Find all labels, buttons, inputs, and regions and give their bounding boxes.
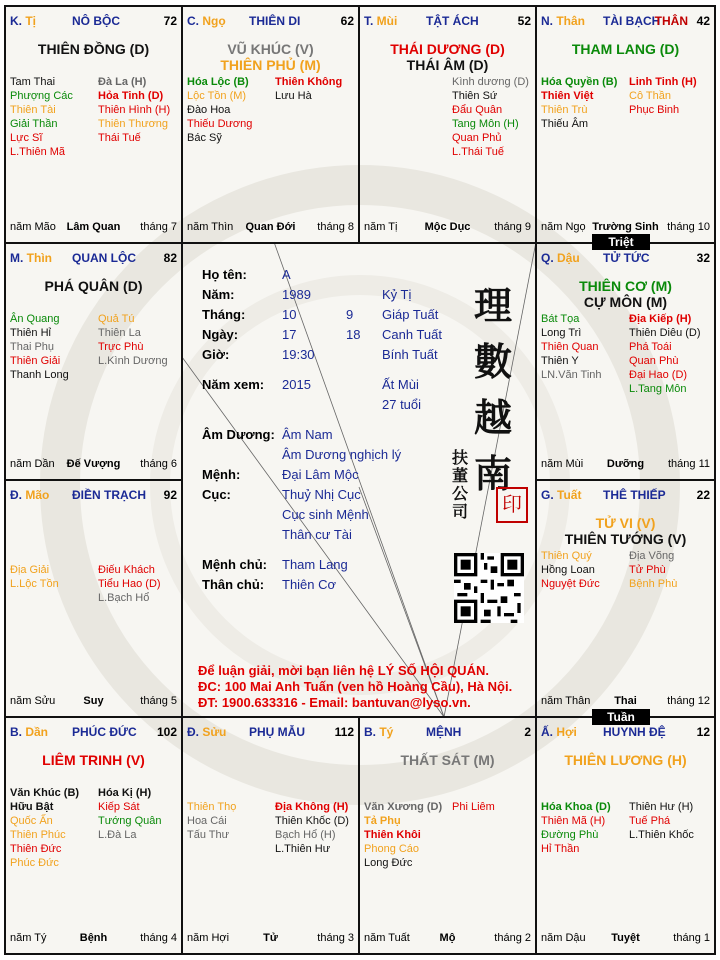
minor-star: Thiên Diêu (D) (629, 327, 701, 339)
minor-star: Địa Không (H) (275, 801, 349, 813)
palace-name: TẬT ÁCH (426, 14, 479, 28)
minor-star: L.Đà La (98, 829, 137, 841)
month-label: tháng 8 (317, 221, 354, 233)
minor-star (275, 786, 349, 800)
right-star-list (98, 549, 161, 605)
palace-header (10, 725, 177, 741)
major-star: THẤT SÁT (M) (400, 752, 495, 768)
left-star-list (10, 549, 59, 591)
left-star-list (541, 75, 617, 131)
palace-name: QUAN LỘC (72, 251, 136, 265)
minor-star: Tiểu Hao (D) (98, 578, 161, 590)
minor-star: Thiên Thương (98, 118, 169, 130)
name-value: A (282, 267, 291, 282)
year-label: năm Dậu (541, 932, 586, 944)
minor-star: Thiên Khốc (D) (275, 815, 349, 827)
major-star: THIÊN ĐỒNG (D) (37, 41, 150, 57)
branch-label: G. Tuất (541, 488, 582, 502)
right-star-list (629, 549, 677, 591)
menh-label: Mệnh: (202, 467, 241, 482)
minor-star: L.Thiên Mã (10, 146, 66, 158)
palace-footer (10, 457, 177, 471)
calligraphy-side-1: 扶 (452, 448, 469, 467)
left-star-list (364, 786, 442, 870)
cuc-label: Cục: (202, 487, 231, 502)
minor-star: Kiếp Sát (98, 801, 140, 813)
red-seal: 印 (496, 487, 528, 523)
minor-star: Thái Tuế (98, 132, 141, 144)
branch-label: K. Tị (10, 14, 37, 28)
hour-value: 19:30 (282, 347, 315, 362)
palace-number: 22 (696, 488, 710, 502)
minor-star: L.Thái Tuế (452, 146, 504, 158)
name-label: Họ tên: (202, 267, 247, 282)
stage-label: Tử (263, 932, 278, 944)
minor-star: Thiên Mã (H) (541, 815, 606, 827)
minor-star: Thiếu Âm (541, 118, 589, 130)
calligraphy-char-3: 越 (474, 395, 513, 440)
minor-star: Địa Giải (10, 564, 50, 576)
palace-footer (10, 220, 177, 234)
minor-star: Thiên Trù (541, 104, 588, 116)
minor-star: Hữu Bật (10, 801, 54, 813)
than-label: THÂN (654, 14, 688, 28)
minor-star: Quan Phù (629, 355, 679, 367)
minor-star: L.Thiên Hư (275, 843, 331, 855)
palace-footer (541, 457, 710, 471)
minor-star: Tang Môn (H) (452, 118, 519, 130)
stage-label: Quan Đới (245, 221, 296, 233)
minor-star: Lưu Hà (275, 90, 312, 102)
stage-label: Mộc Dục (424, 221, 471, 233)
left-star-list (541, 312, 602, 382)
thanchu-label: Thân chủ: (202, 577, 265, 592)
minor-star: L.Lộc Tồn (10, 578, 59, 590)
minor-star: Tả Phụ (364, 815, 401, 827)
month-label: tháng 9 (494, 221, 531, 233)
menhchu-value: Tham Lang (282, 557, 348, 572)
palace-cell-ty[interactable] (358, 716, 537, 955)
month-label: tháng 2 (494, 932, 531, 944)
minor-star: Phục Binh (629, 104, 680, 116)
calligraphy-side-2: 董 (452, 466, 469, 485)
major-star: PHÁ QUÂN (D) (44, 278, 143, 294)
palace-header (541, 725, 710, 741)
minor-star: Hỉ Thần (541, 843, 580, 855)
minor-star: Thiên Quý (541, 550, 592, 562)
year-label: năm Tị (364, 221, 398, 233)
minor-star: Ân Quang (10, 313, 60, 325)
left-star-list (10, 312, 69, 382)
cuc-value-2: Cục sinh Mệnh (282, 507, 369, 522)
palace-header (541, 488, 710, 504)
stage-label: Mộ (439, 932, 456, 944)
minor-star: Bệnh Phù (629, 578, 678, 590)
minor-star: Phá Toái (629, 341, 672, 353)
minor-star: Tuế Phá (629, 815, 671, 827)
palace-footer (541, 931, 710, 945)
palace-number: 2 (524, 725, 531, 739)
month-label: tháng 11 (667, 458, 710, 470)
minor-star: Thiếu Dương (187, 118, 253, 130)
tuan-tag: Tuần (592, 709, 650, 725)
minor-star: Văn Khúc (B) (10, 787, 80, 799)
cuc-value-1: Thuỷ Nhị Cục (282, 487, 361, 502)
right-star-list (629, 312, 701, 396)
palace-name: PHÚC ĐỨC (72, 725, 137, 739)
palace-header (187, 725, 354, 741)
minor-star: Trực Phù (98, 341, 144, 353)
day-canchi: Canh Tuất (382, 327, 442, 342)
palace-number: 92 (163, 488, 177, 502)
triet-tag: Triệt (592, 234, 650, 250)
month-label: tháng 6 (140, 458, 177, 470)
year-canchi: Kỷ Tị (382, 287, 412, 302)
year-label: năm Tuất (364, 932, 410, 944)
minor-star: Thiên Việt (541, 90, 594, 102)
minor-star: Hóa Lộc (B) (187, 76, 249, 88)
minor-star: L.Bạch Hổ (98, 592, 150, 604)
minor-star: Thiên Đức (10, 843, 62, 855)
palace-footer (364, 220, 531, 234)
minor-star: Thiên Thọ (187, 801, 237, 813)
palace-name: ĐIỀN TRẠCH (72, 488, 146, 502)
minor-star: Kình dương (D) (452, 76, 529, 88)
month-label: tháng 7 (140, 221, 177, 233)
minor-star (98, 549, 161, 563)
qr-code-icon[interactable] (454, 553, 524, 623)
minor-star: Thiên Y (541, 355, 579, 367)
right-star-list (98, 312, 168, 368)
menh-value: Đại Lâm Mộc (282, 467, 359, 482)
minor-star: L.Thiên Khốc (629, 829, 694, 841)
year-label: năm Dần (10, 458, 55, 470)
minor-star: Hóa Kị (H) (98, 787, 152, 799)
menhchu-label: Mệnh chủ: (202, 557, 267, 572)
day-lunar: 18 (346, 327, 361, 342)
palace-number: 112 (334, 725, 354, 739)
minor-star: Bác Sỹ (187, 132, 222, 144)
palace-name: MỆNH (426, 725, 462, 739)
calligraphy-side-3: 公 (452, 484, 469, 503)
right-star-list (275, 75, 342, 103)
minor-star: Phúc Đức (10, 857, 59, 869)
contact-line-1: Để luận giải, mời bạn liên hệ LÝ SỐ HỘI QUÁN. (198, 663, 489, 678)
view-year-canchi: Ất Mùi (382, 377, 419, 392)
view-year-value: 2015 (282, 377, 311, 392)
year-label: năm Thân (541, 695, 591, 707)
minor-star: Đường Phù (541, 829, 599, 841)
minor-star: Quả Tú (98, 313, 135, 325)
calligraphy-char-2: 數 (474, 339, 513, 384)
palace-header (187, 14, 354, 30)
calligraphy-char-1: 理 (474, 283, 513, 328)
right-star-list (98, 75, 170, 145)
minor-star: Đà La (H) (98, 76, 147, 88)
right-star-list (452, 75, 529, 159)
palace-footer (541, 694, 710, 708)
month-label: Tháng: (202, 307, 246, 322)
minor-star: L.Kình Dương (98, 355, 168, 367)
minor-star: Bạch Hổ (H) (275, 829, 336, 841)
minor-star: Bát Tọa (541, 313, 580, 325)
palace-cell-dan[interactable] (4, 716, 183, 955)
palace-header (541, 14, 710, 30)
palace-name: NÔ BỘC (72, 14, 120, 28)
minor-star: Lộc Tồn (M) (187, 90, 247, 102)
contact-line-2: ĐC: 100 Mai Anh Tuấn (ven hồ Hoàng Cầu), Hà Nội. (198, 679, 513, 694)
minor-star (541, 786, 611, 800)
minor-star: Thiên Hình (H) (98, 104, 171, 116)
calligraphy-char-4: 南 (474, 451, 513, 496)
palace-cell-suu[interactable] (181, 716, 360, 955)
palace-name: THÊ THIẾP (603, 488, 666, 502)
palace-cell-tuat[interactable] (535, 479, 716, 718)
major-star: THIÊN PHỦ (M) (220, 57, 321, 73)
minor-star: Hồng Loan (541, 564, 595, 576)
branch-label: Đ. Mão (10, 488, 50, 502)
minor-star: Thiên Hỉ (10, 327, 51, 339)
right-star-list (629, 75, 697, 117)
minor-star (10, 549, 59, 563)
year-label: Năm: (202, 287, 235, 302)
hour-canchi: Bính Tuất (382, 347, 438, 362)
palace-header (10, 251, 177, 267)
minor-star: Tướng Quân (98, 815, 162, 827)
palace-cell-hoi[interactable] (535, 716, 716, 955)
month-label: tháng 3 (317, 932, 354, 944)
palace-cell-mao[interactable] (4, 479, 183, 718)
year-label: năm Mão (10, 221, 56, 233)
minor-star: Lực Sĩ (10, 132, 43, 144)
palace-number: 42 (696, 14, 710, 28)
minor-star: Thiên Phúc (10, 829, 66, 841)
branch-label: Ấ. Hợi (541, 725, 577, 739)
stage-label: Suy (83, 695, 104, 707)
minor-star: Quốc Ấn (10, 815, 53, 827)
minor-star: Linh Tinh (H) (629, 76, 697, 88)
branch-label: C. Ngọ (187, 14, 226, 28)
major-star: TỬ VI (V) (595, 515, 656, 531)
minor-star: Nguyệt Đức (541, 578, 600, 590)
minor-star (629, 786, 694, 800)
palace-name: HUYNH ĐỆ (603, 725, 666, 739)
year-label: năm Sửu (10, 695, 56, 707)
minor-star: Thiên Sứ (452, 90, 498, 102)
year-label: năm Tý (10, 932, 47, 944)
right-star-list (629, 786, 694, 842)
horoscope-chart (4, 5, 716, 955)
major-star: THÁI ÂM (D) (406, 57, 489, 73)
amduong-value-2: Âm Dương nghịch lý (282, 447, 402, 462)
minor-star: Phong Cáo (364, 843, 420, 855)
minor-star: Thiên Hư (H) (629, 801, 694, 813)
month-label: tháng 5 (140, 695, 177, 707)
minor-star: Long Trì (541, 327, 582, 339)
minor-star: Tử Phù (629, 564, 666, 576)
year-label: năm Hợi (187, 932, 230, 944)
minor-star: Địa Võng (629, 550, 675, 562)
left-star-list (541, 549, 600, 591)
right-star-list (275, 786, 349, 856)
stage-label: Đế Vượng (66, 458, 121, 470)
palace-number: 72 (163, 14, 177, 28)
month-solar: 10 (282, 307, 297, 322)
major-star: CỰ MÔN (M) (583, 294, 668, 310)
minor-star: Cô Thần (629, 90, 671, 102)
minor-star: Phượng Các (10, 90, 73, 102)
major-star: THIÊN LƯƠNG (H) (564, 752, 687, 768)
minor-star: Điếu Khách (98, 564, 155, 576)
age-value: 27 tuổi (382, 397, 422, 412)
branch-label: T. Mùi (364, 14, 398, 28)
palace-number: 82 (163, 251, 177, 265)
palace-header (10, 488, 177, 504)
minor-star: Thiên Quan (541, 341, 599, 353)
major-star: THAM LANG (D) (571, 41, 680, 57)
branch-label: Q. Dậu (541, 251, 580, 265)
palace-number: 102 (156, 725, 177, 739)
minor-star: Hoa Cái (187, 815, 227, 827)
palace-header (364, 725, 531, 741)
stage-label: Trường Sinh (592, 221, 659, 233)
year-label: năm Ngọ (541, 221, 586, 233)
minor-star: Thiên Không (275, 76, 343, 88)
center-info (186, 247, 538, 719)
minor-star: Đào Hoa (187, 104, 231, 116)
stage-label: Dưỡng (606, 458, 645, 470)
palace-header (364, 14, 531, 30)
month-lunar: 9 (346, 307, 354, 322)
thanchu-value: Thiên Cơ (282, 577, 337, 592)
major-star: VŨ KHÚC (V) (227, 41, 314, 57)
minor-star: Tấu Thư (187, 829, 230, 841)
palace-cell-thin[interactable] (4, 242, 183, 481)
minor-star: L.Tang Môn (629, 383, 687, 395)
minor-star: Địa Kiếp (H) (629, 313, 692, 325)
minor-star: Đại Hao (D) (629, 369, 688, 381)
month-label: tháng 12 (667, 695, 710, 707)
minor-star: Thiên La (98, 327, 141, 339)
left-star-list (187, 75, 252, 145)
branch-label: B. Tý (364, 725, 394, 739)
month-label: tháng 10 (667, 221, 710, 233)
palace-number: 62 (340, 14, 354, 28)
branch-label: B. Dần (10, 725, 49, 739)
month-label: tháng 4 (140, 932, 177, 944)
minor-star: Thai Phụ (10, 341, 55, 353)
minor-star: LN.Văn Tinh (541, 369, 602, 381)
minor-star: Văn Xương (D) (364, 801, 443, 813)
stage-label: Thai (614, 695, 637, 707)
palace-header (541, 251, 710, 267)
minor-star: Hỏa Tinh (D) (98, 90, 164, 102)
palace-name: PHỤ MẪU (249, 725, 305, 739)
palace-cell-ti[interactable] (4, 5, 183, 244)
palace-number: 32 (696, 251, 710, 265)
palace-cell-than[interactable] (535, 5, 716, 244)
minor-star: Thanh Long (10, 369, 69, 381)
minor-star (364, 786, 442, 800)
major-star: THIÊN CƠ (M) (579, 278, 672, 294)
palace-name: THIÊN DI (249, 14, 301, 28)
minor-star (187, 786, 236, 800)
month-label: tháng 1 (673, 932, 710, 944)
cuc-value-3: Thân cư Tài (282, 527, 352, 542)
right-star-list (98, 786, 162, 842)
palace-footer (10, 694, 177, 708)
minor-star: Long Đức (364, 857, 413, 869)
minor-star: Thiên Tài (10, 104, 56, 116)
palace-footer (187, 931, 354, 945)
month-canchi: Giáp Tuất (382, 307, 439, 322)
palace-header (10, 14, 177, 30)
contact-line-3[interactable]: ĐT: 1900.633316 - Email: bantuvan@lyso.vn. (198, 695, 471, 710)
branch-label: M. Thìn (10, 251, 52, 265)
major-star: THIÊN TƯỚNG (V) (564, 531, 687, 547)
minor-star: Quan Phủ (452, 132, 502, 144)
palace-footer (541, 220, 710, 234)
minor-star: Hóa Quyền (B) (541, 76, 618, 88)
major-star: LIÊM TRINH (V) (42, 752, 145, 768)
left-star-list (541, 786, 611, 856)
right-star-list (452, 786, 495, 814)
palace-footer (10, 931, 177, 945)
day-label: Ngày: (202, 327, 239, 342)
major-star: THÁI DƯƠNG (D) (390, 41, 505, 57)
left-star-list (187, 786, 236, 842)
minor-star: Phi Liêm (452, 801, 495, 813)
left-star-list (10, 786, 79, 870)
view-year-label: Năm xem: (202, 377, 265, 392)
stage-label: Lâm Quan (66, 221, 121, 233)
palace-name: TÀI BẠCH (603, 14, 661, 28)
palace-footer (364, 931, 531, 945)
stage-label: Tuyệt (611, 932, 640, 944)
minor-star: Thiên Khôi (364, 829, 421, 841)
day-solar: 17 (282, 327, 297, 342)
year-label: năm Thìn (187, 221, 234, 233)
palace-number: 12 (696, 725, 710, 739)
hour-label: Giờ: (202, 347, 230, 362)
palace-footer (187, 220, 354, 234)
minor-star: Hóa Khoa (D) (541, 801, 611, 813)
palace-cell-mui[interactable] (358, 5, 537, 244)
palace-cell-dau[interactable] (535, 242, 716, 481)
minor-star (452, 786, 495, 800)
palace-name: TỬ TỨC (603, 251, 650, 265)
palace-cell-ngo[interactable] (181, 5, 360, 244)
minor-star: Đẩu Quân (452, 104, 503, 116)
branch-label: N. Thân (541, 14, 586, 28)
amduong-value-1: Âm Nam (282, 427, 333, 442)
palace-number: 52 (517, 14, 531, 28)
calligraphy-side-4: 司 (452, 502, 469, 521)
year-label: năm Mùi (541, 458, 584, 470)
minor-star: Tam Thai (10, 76, 56, 88)
branch-label: Đ. Sửu (187, 725, 227, 739)
stage-label: Bệnh (79, 932, 108, 944)
left-star-list (10, 75, 73, 159)
amduong-label: Âm Dương: (202, 427, 275, 442)
minor-star: Giải Thần (10, 118, 58, 130)
year-value: 1989 (282, 287, 311, 302)
minor-star: Thiên Giải (10, 355, 61, 367)
